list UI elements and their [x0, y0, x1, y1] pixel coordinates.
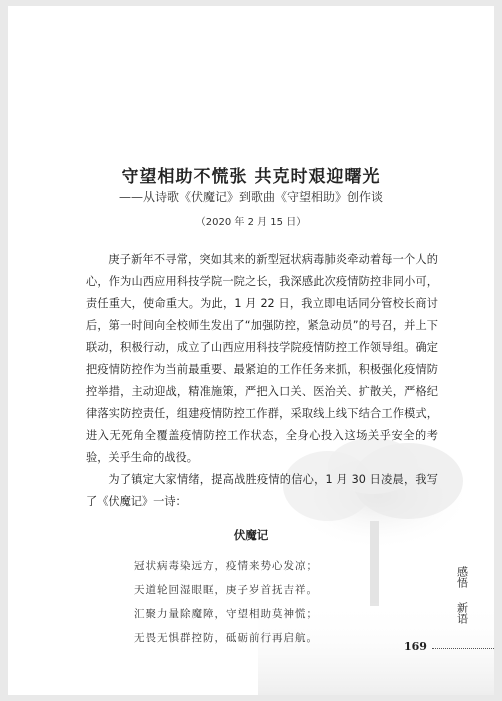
- poem-line: 无畏无惧群控防，砥砺前行再启航。: [134, 632, 318, 644]
- poem-line: 汇聚力量除魔障，守望相助莫神慌；: [134, 608, 318, 620]
- poem-line: 天道轮回湿眼眶，庚子岁首抚吉祥。: [134, 584, 318, 596]
- article-date: （2020 年 2 月 15 日）: [195, 217, 307, 228]
- page-number: 169: [404, 640, 427, 653]
- article-body: [86, 249, 438, 513]
- poem-title: 伏魔记: [233, 528, 269, 542]
- article-title: 守望相助不慌张 共克时艰迎曙光: [121, 167, 381, 187]
- article-subtitle: ——从诗歌《伏魔记》到歌曲《守望相助》创作谈: [118, 190, 383, 204]
- book-page: [8, 6, 494, 695]
- body-paragraph: 为了镇定大家情绪，提高战胜疫情的信心，1 月 30 日凌晨，我写了《伏魔记》一诗：: [86, 473, 438, 508]
- poem-line: 冠状病毒染远方，疫情来势心发凉；: [134, 560, 318, 572]
- poem-body: [134, 554, 318, 650]
- page-number-dotted-rule: [432, 648, 494, 649]
- body-paragraph: 庚子新年不寻常，突如其来的新型冠状病毒肺炎牵动着每一个人的心，作为山西应用科技学院一院之长，我深感此次疫情防控非同小可，责任重大，使命重大。为此，1 月 22 日，我立即电话同分管校长商讨后，第一时间向全校师生发出了“加强防控，紧急动员”的号召，并上下联动，积极行动，成立了山西应用科技学院疫情防控工作领导组。确定把疫情防控作为当前最重要、最紧迫的工作任务来抓，积极强化疫情防控举措，主动迎战，精准施策，严把入口关、医治关、扩散关，严格纪律落实防控责任，组建疫情防控工作群，采取线上线下结合工作模式，进入无死角全覆盖疫情防控工作状态，全身心投入这场关乎安全的考验，关乎生命的战役。: [86, 253, 438, 464]
- section-side-tab: [452, 566, 472, 624]
- side-tab-bottom: 新语: [455, 602, 469, 624]
- side-tab-top: 感悟: [455, 566, 469, 588]
